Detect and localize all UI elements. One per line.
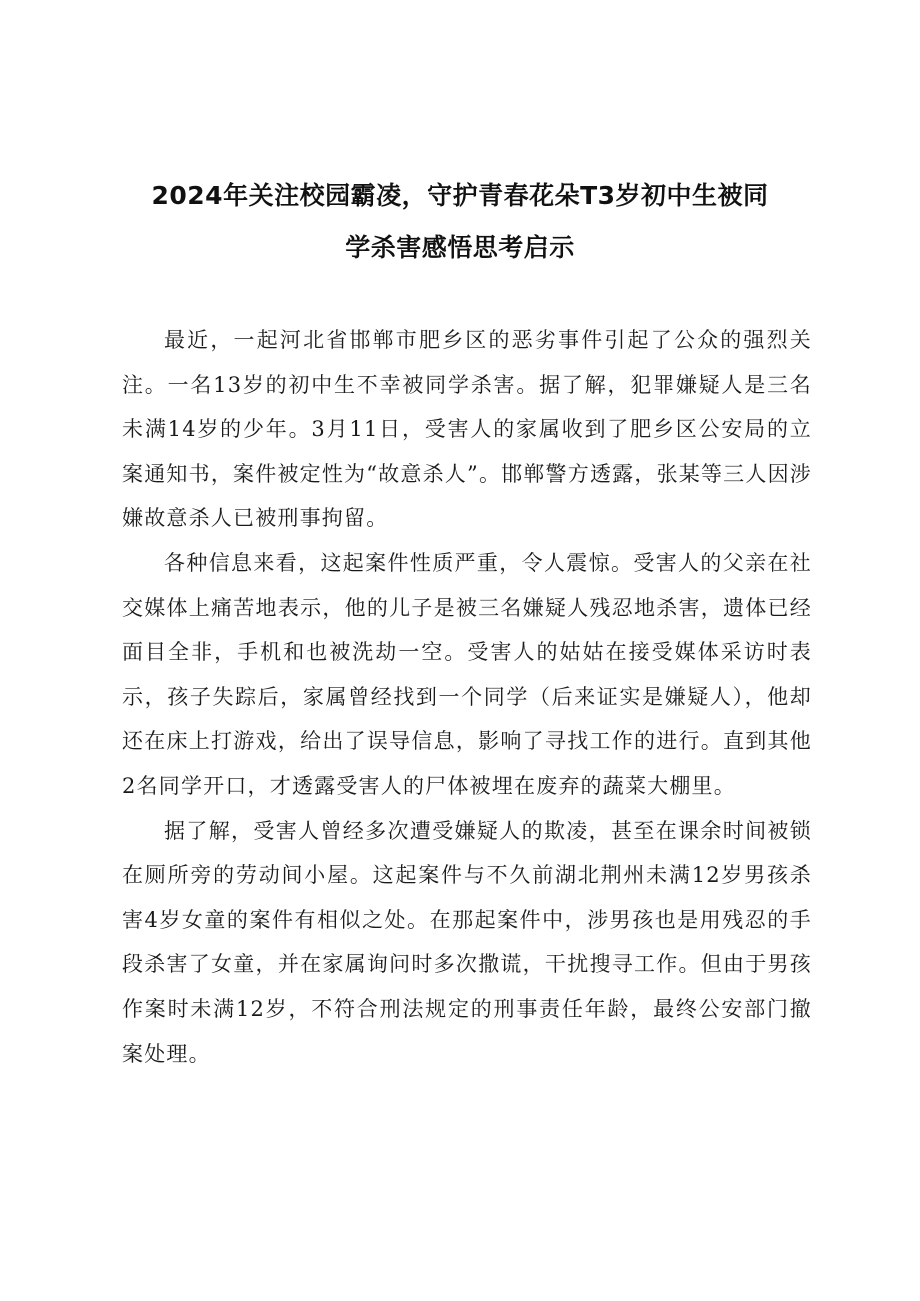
paragraph-1: 最近，一起河北省邯郸市肥乡区的恶劣事件引起了公众的强烈关注。一名13岁的初中生不幸被同学杀害。据了解，犯罪嫌疑人是三名未满14岁的少年。3月11日，受害人的家属收到了肥乡区公安局的立案通知书，案件被定性为“故意杀人”。邯郸警方透露，张某等三人因涉嫌故意杀人已被刑事拘留。	[122, 328, 812, 531]
paragraph-3: 据了解，受害人曾经多次遭受嫌疑人的欺凌，甚至在课余时间被锁在厕所旁的劳动间小屋。这起案件与不久前湖北荆州未满12岁男孩杀害4岁女童的案件有相似之处。在那起案件中，涉男孩也是用残忍的手段杀害了女童，并在家属询问时多次撒谎，干扰搜寻工作。但由于男孩作案时未满12岁，不符合刑法规定的刑事责任年龄，最终公安部门撤案处理。	[122, 818, 812, 1066]
document-title-line-2: 学杀害感悟思考启示	[345, 233, 575, 262]
document-title-line-1: 2024年关注校园霸凌，守护青春花朵T3岁初中生被同	[151, 181, 769, 210]
document-body	[122, 318, 812, 1076]
paragraph-2: 各种信息来看，这起案件性质严重，令人震惊。受害人的父亲在社交媒体上痛苦地表示，他的儿子是被三名嫌疑人残忍地杀害，遗体已经面目全非，手机和也被洗劫一空。受害人的姑姑在接受媒体采访时表示，孩子失踪后，家属曾经找到一个同学（后来证实是嫌疑人），他却还在床上打游戏，给出了误导信息，影响了寻找工作的进行。直到其他2名同学开口，才透露受害人的尸体被埋在废弃的蔬菜大棚里。	[122, 550, 812, 798]
